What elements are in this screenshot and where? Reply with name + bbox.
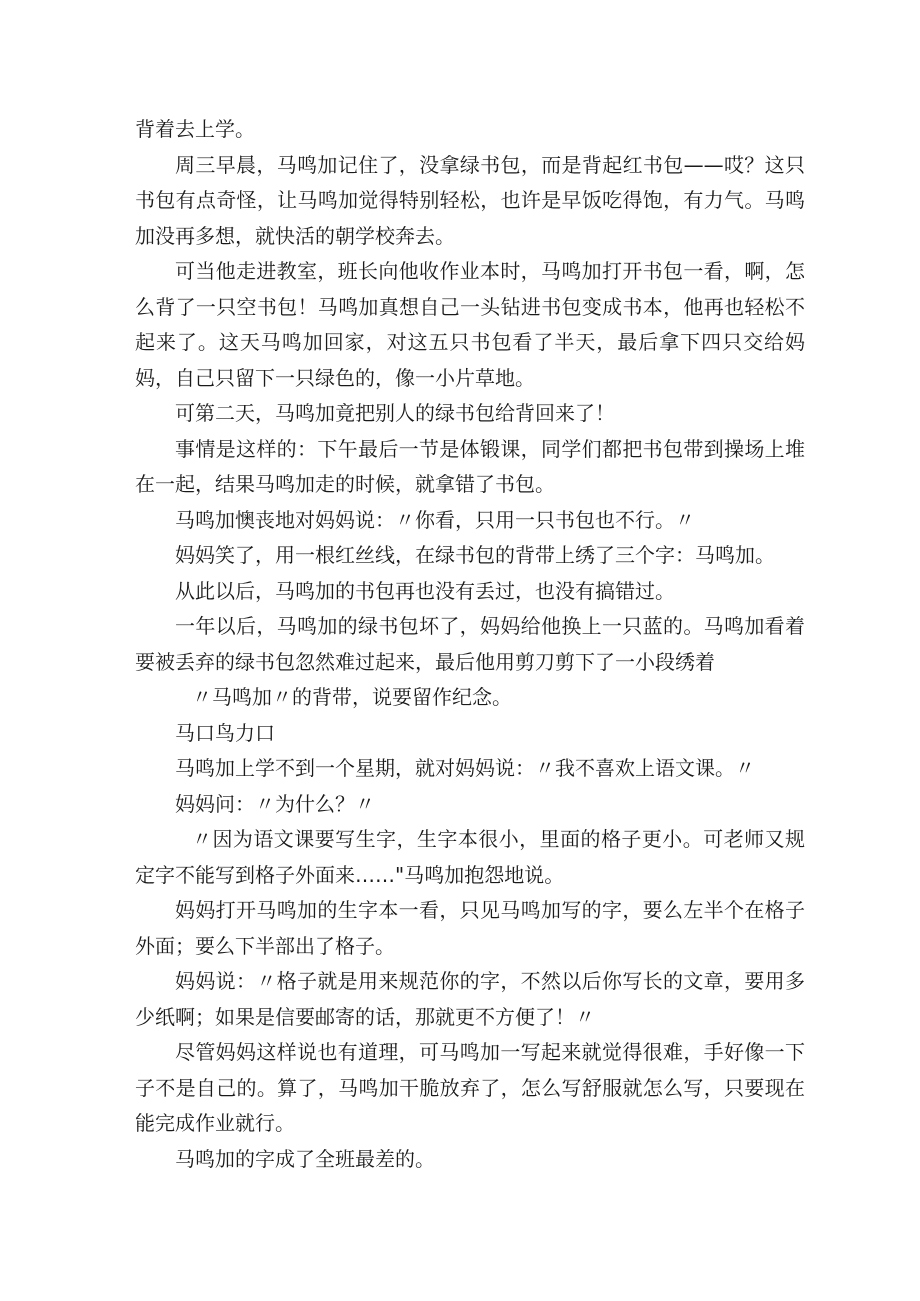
paragraph: 周三早晨，马鸣加记住了，没拿绿书包，而是背起红书包——哎？这只书包有点奇怪，让马鸣加觉得特别轻松，也许是早饭吃得饱，有力气。马鸣加没再多想，就快活的朝学校奔去。 [135, 152, 805, 248]
paragraph: 可当他走进教室，班长向他收作业本时，马鸣加打开书包一看，啊，怎么背了一只空书包！马鸣加真想自己一头钻进书包变成书本，他再也轻松不起来了。这天马鸣加回家，对这五只书包看了半天，最后拿下四只交给妈妈，自己只留下一只绿色的，像一小片草地。 [135, 259, 805, 390]
paragraph: 妈妈问：〃为什么？〃 [175, 791, 375, 816]
paragraph: 马鸣加的字成了全班最差的。 [175, 1146, 435, 1171]
paragraph: 〃马鸣加〃的背带，说要留作纪念。 [192, 685, 512, 709]
paragraph: 妈妈打开马鸣加的生字本一看，只见马鸣加写的字，要么左半个在格子外面；要么下半部出了格子。 [135, 898, 805, 958]
paragraph: 〃因为语文课要写生字，生字本很小，里面的格子更小。可老师又规定字不能写到格子外面来……"马鸣加抱怨地说。 [135, 827, 805, 887]
paragraph: 妈妈笑了，用一根红丝线，在绿书包的背带上绣了三个字：马鸣加。 [175, 543, 775, 567]
paragraph: 马鸣加懊丧地对妈妈说：〃你看，只用一只书包也不行。〃 [175, 507, 695, 532]
section-heading: 马口鸟力口 [175, 720, 275, 745]
story-text [135, 112, 805, 1177]
paragraph: 妈妈说：〃格子就是用来规范你的字，不然以后你写长的文章，要用多少纸啊；如果是信要邮寄的话，那就更不方便了！〃 [135, 969, 805, 1029]
paragraph: 尽管妈妈这样说也有道理，可马鸣加一写起来就觉得很难，手好像一下子不是自己的。算了，马鸣加干脆放弃了，怎么写舒服就怎么写，只要现在能完成作业就行。 [135, 1040, 805, 1135]
paragraph: 事情是这样的：下午最后一节是体锻课，同学们都把书包带到操场上堆在一起，结果马鸣加走的时候，就拿错了书包。 [135, 436, 805, 496]
paragraph: 可第二天，马鸣加竟把别人的绿书包给背回来了！ [175, 401, 615, 425]
paragraph-continued: 背着去上学。 [135, 117, 255, 141]
paragraph: 马鸣加上学不到一个星期，就对妈妈说：〃我不喜欢上语文课。〃 [175, 756, 755, 780]
paragraph: 一年以后，马鸣加的绿书包坏了，妈妈给他换上一只蓝的。马鸣加看着要被丢弃的绿书包忽然难过起来，最后他用剪刀剪下了一小段绣着 [135, 614, 805, 674]
paragraph: 从此以后，马鸣加的书包再也没有丢过，也没有搞错过。 [175, 578, 675, 603]
